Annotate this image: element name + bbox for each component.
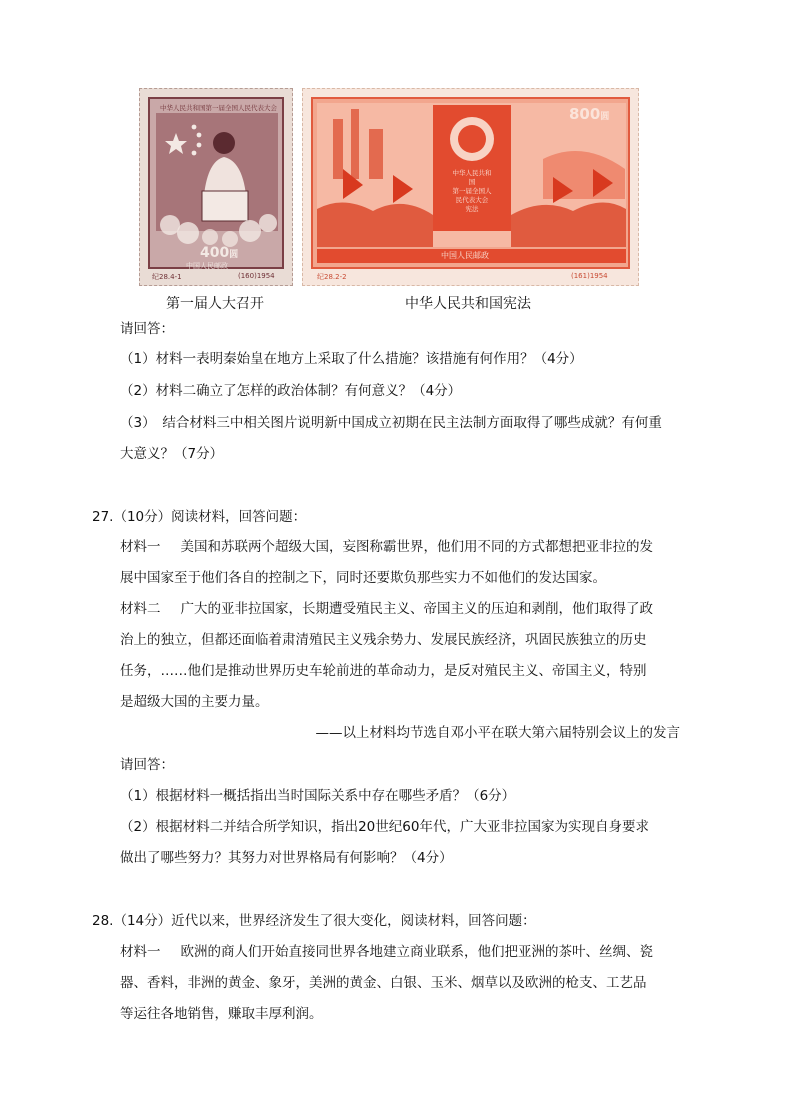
stamp-country: 中国人民邮政 bbox=[186, 262, 228, 270]
q27-prompt: 请回答： bbox=[120, 757, 174, 773]
banner-line-3: 宪法 bbox=[465, 205, 479, 213]
banner-line-1: 中华人民共和国 bbox=[452, 169, 492, 186]
q26-item-3-cont: 大意义？（7分） bbox=[120, 446, 224, 462]
q27-item-2-cont: 做出了哪些努力？其努力对世界格局有何影响？（4分） bbox=[120, 850, 453, 866]
q26-item-3: （3） 结合材料三中相关图片说明新中国成立初期在民主法制方面取得了哪些成就？有何重 bbox=[120, 415, 662, 431]
stamp-country: 中国人民邮政 bbox=[441, 251, 489, 260]
q28-heading: 28.（14分）近代以来，世界经济发生了很大变化，阅读材料，回答问题： bbox=[92, 913, 536, 929]
stamp-code-right: (160)1954 bbox=[238, 272, 275, 280]
q28-material-1-cont-2: 等运往各地销售，赚取丰厚利润。 bbox=[120, 1006, 323, 1022]
q26-item-1: （1）材料一表明秦始皇在地方上采取了什么措施？该措施有何作用？（4分） bbox=[120, 351, 583, 367]
stamp-value-unit: 圆 bbox=[229, 250, 239, 260]
q27-material-2 bbox=[120, 600, 653, 618]
stamp-code-right: (161)1954 bbox=[571, 272, 608, 280]
stamp-constitution bbox=[302, 88, 639, 286]
material-text: 欧洲的商人们开始直接同世界各地建立商业联系，他们把亚洲的茶叶、丝绸、瓷 bbox=[180, 944, 653, 960]
material-text: 广大的亚非拉国家，长期遭受殖民主义、帝国主义的压迫和剥削，他们取得了政 bbox=[180, 601, 653, 617]
q27-material-2-cont-3: 是超级大国的主要力量。 bbox=[120, 694, 269, 710]
q27-item-1: （1）根据材料一概括指出当时国际关系中存在哪些矛盾？（6分） bbox=[120, 788, 516, 804]
stamp-first-npc-image bbox=[148, 97, 284, 269]
q27-material-1 bbox=[120, 538, 653, 556]
stamp-top-text: 中华人民共和国第一届全国人民代表大会 bbox=[160, 104, 277, 112]
stamp-first-npc bbox=[139, 88, 293, 286]
stamp-value: 800 bbox=[569, 105, 601, 123]
q27-material-1-cont: 展中国家至于他们各自的控制之下，同时还要欺负那些实力不如他们的发达国家。 bbox=[120, 570, 606, 586]
q28-material-1 bbox=[120, 943, 653, 961]
q27-material-2-cont-1: 治上的独立，但都还面临着肃清殖民主义残余势力、发展民族经济，巩固民族独立的历史 bbox=[120, 632, 647, 648]
material-label: 材料一 bbox=[120, 944, 161, 960]
material-label: 材料二 bbox=[120, 601, 161, 617]
q28-material-1-cont-1: 器、香料，非洲的黄金、象牙，美洲的黄金、白银、玉米、烟草以及欧洲的枪支、工艺品 bbox=[120, 975, 647, 991]
material-text: 美国和苏联两个超级大国，妄图称霸世界，他们用不同的方式都想把亚非拉的发 bbox=[180, 539, 653, 555]
q27-item-2: （2）根据材料二并结合所学知识，指出20世纪60年代，广大亚非拉国家为实现自身要求 bbox=[120, 819, 649, 835]
voter-illustration bbox=[150, 99, 284, 269]
q27-heading: 27.（10分）阅读材料，回答问题： bbox=[92, 509, 307, 525]
stamp-constitution-image bbox=[311, 97, 630, 269]
caption-first-npc: 第一届人大召开 bbox=[166, 296, 264, 312]
stamp-code-left: 纪28.4-1 bbox=[152, 273, 182, 281]
caption-constitution: 中华人民共和国宪法 bbox=[405, 296, 531, 312]
q26-item-2: （2）材料二确立了怎样的政治体制？有何意义？（4分） bbox=[120, 383, 462, 399]
q27-material-2-cont-2: 任务，……他们是推动世界历史车轮前进的革命动力，是反对殖民主义、帝国主义，特别 bbox=[120, 663, 647, 679]
stamp-value: 400 bbox=[200, 245, 230, 261]
stamp-value-unit: 圆 bbox=[600, 112, 610, 122]
material-label: 材料一 bbox=[120, 539, 161, 555]
banner-line-2: 第一届全国人民代表大会 bbox=[452, 187, 492, 204]
q26-prompt: 请回答： bbox=[120, 321, 174, 337]
q27-source: ——以上材料均节选自邓小平在联大第六届特别会议上的发言 bbox=[315, 725, 680, 741]
stamp-code-left: 纪28.2-2 bbox=[317, 273, 347, 281]
